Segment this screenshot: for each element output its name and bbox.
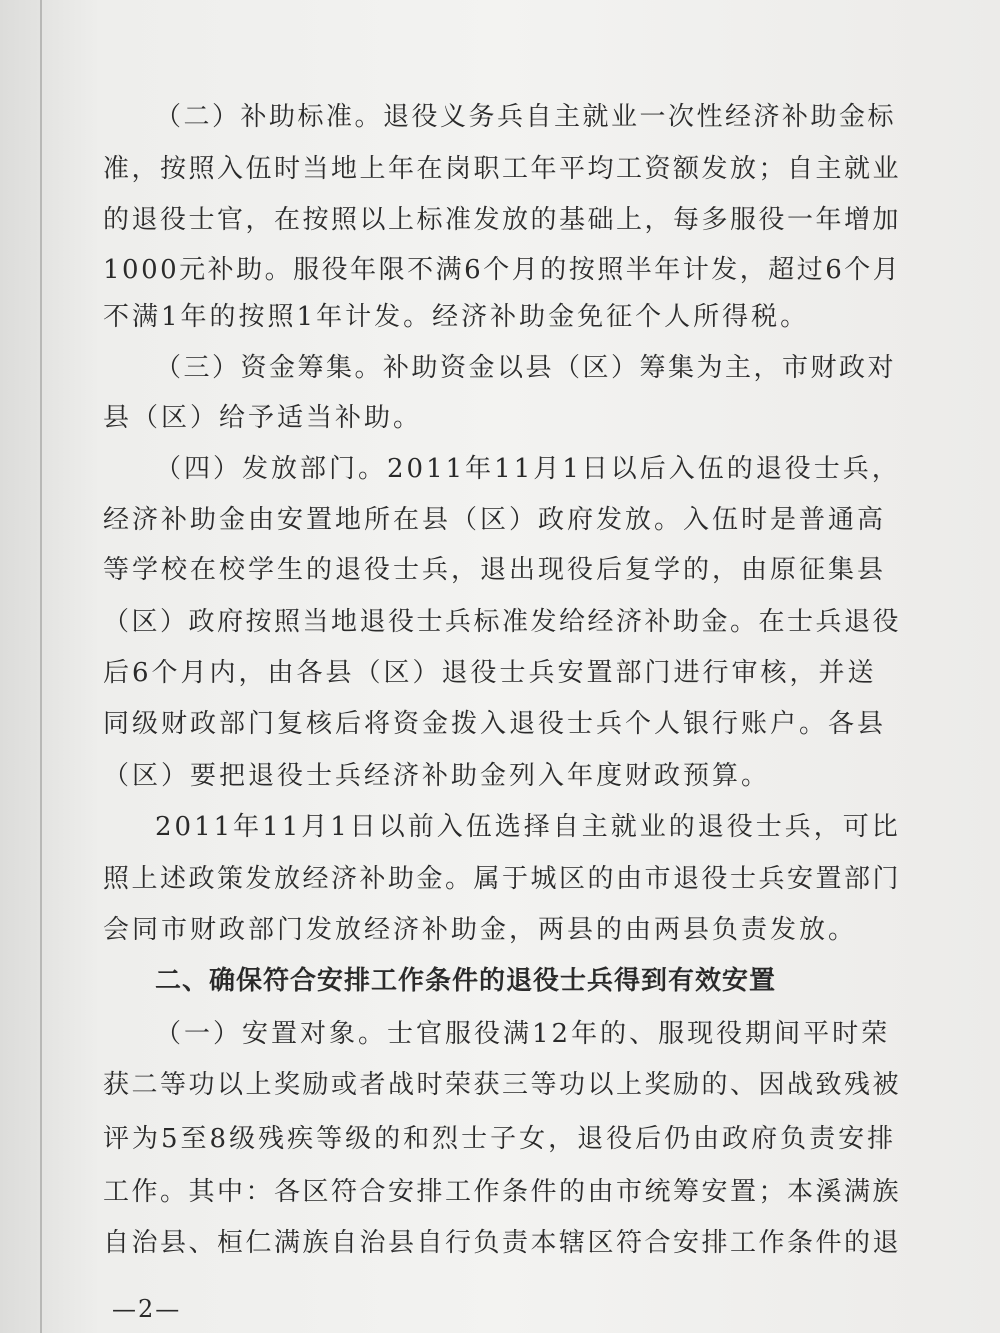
text-line: 经济补助金由安置地所在县（区）政府发放。入伍时是普通高 xyxy=(103,505,887,535)
text-line: （三）资金筹集。补助资金以县（区）筹集为主，市财政对 xyxy=(155,353,897,383)
text-line: （二）补助标准。退役义务兵自主就业一次性经济补助金标 xyxy=(155,102,897,132)
text-line: 后6个月内，由各县（区）退役士兵安置部门进行审核，并送 xyxy=(103,658,877,688)
text-line: 获二等功以上奖励或者战时荣获三等功以上奖励的、因战致残被 xyxy=(103,1070,902,1100)
text-line: （区）政府按照当地退役士兵标准发给经济补助金。在士兵退役 xyxy=(103,607,902,637)
text-line: 1000元补助。服役年限不满6个月的按照半年计发，超过6个月 xyxy=(103,255,902,285)
text-line: 会同市财政部门发放经济补助金，两县的由两县负责发放。 xyxy=(103,915,858,945)
text-line: 县（区）给予适当补助。 xyxy=(103,403,423,433)
text-line: 的退役士官，在按照以上标准发放的基础上，每多服役一年增加 xyxy=(103,205,902,235)
text-line: 等学校在校学生的退役士兵，退出现役后复学的，由原征集县 xyxy=(103,555,887,585)
text-line: 准，按照入伍时当地上年在岗职工年平均工资额发放；自主就业 xyxy=(103,154,902,184)
page-number: —2— xyxy=(112,1295,182,1323)
text-line: 自治县、桓仁满族自治县自行负责本辖区符合安排工作条件的退 xyxy=(103,1228,902,1258)
text-line: 2011年11月1日以前入伍选择自主就业的退役士兵，可比 xyxy=(155,812,901,842)
text-line: （区）要把退役士兵经济补助金列入年度财政预算。 xyxy=(103,761,771,791)
text-line: （四）发放部门。2011年11月1日以后入伍的退役士兵， xyxy=(155,454,901,484)
text-line: 同级财政部门复核后将资金拨入退役士兵个人银行账户。各县 xyxy=(103,709,887,739)
text-line: 不满1年的按照1年计发。经济补助金免征个人所得税。 xyxy=(103,302,810,332)
text-line: 评为5至8级残疾等级的和烈士子女，退役后仍由政府负责安排 xyxy=(103,1124,897,1154)
page-edge xyxy=(40,0,42,1333)
text-line: （一）安置对象。士官服役满12年的、服现役期间平时荣 xyxy=(155,1019,891,1049)
section-heading: 二、确保符合安排工作条件的退役士兵得到有效安置 xyxy=(155,966,777,996)
text-line: 工作。其中：各区符合安排工作条件的由市统筹安置；本溪满族 xyxy=(103,1177,902,1207)
text-line: 照上述政策发放经济补助金。属于城区的由市退役士兵安置部门 xyxy=(103,864,902,894)
